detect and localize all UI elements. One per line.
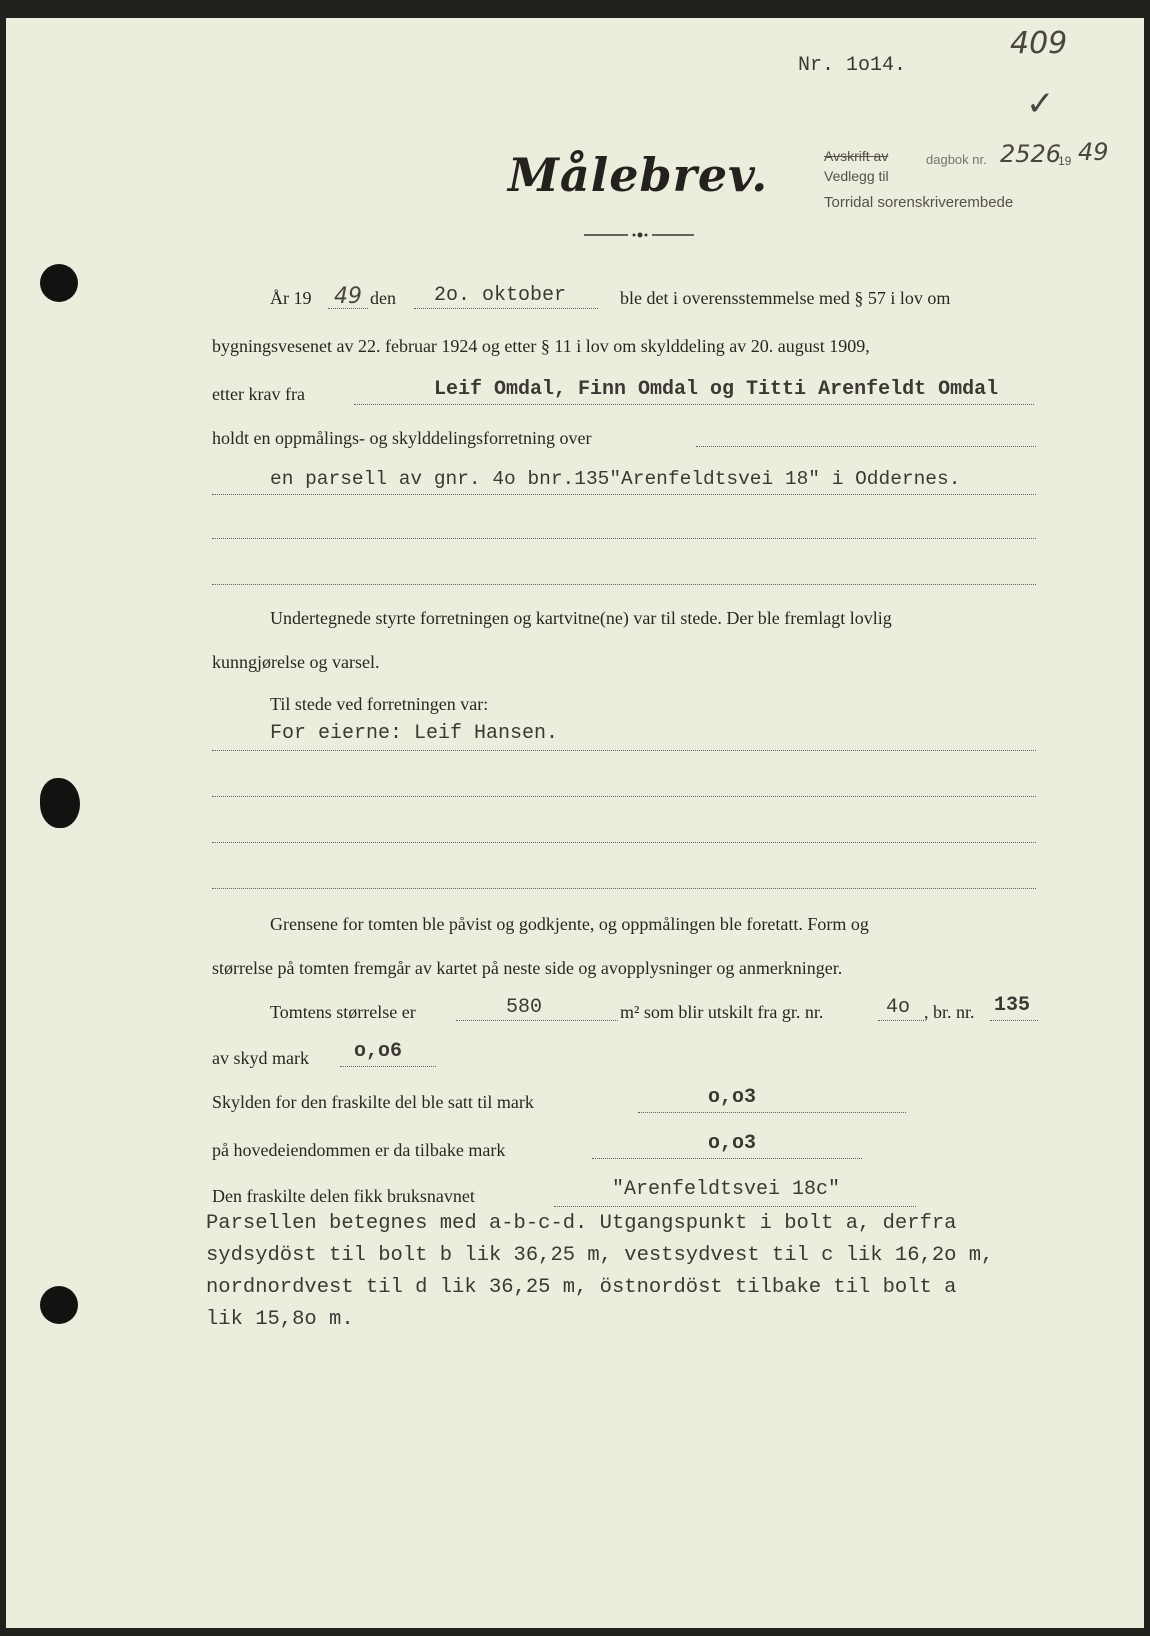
- hoved-dots: [592, 1158, 862, 1159]
- til-stede-dots: [212, 750, 1036, 751]
- fraskilt-label: Skylden for den fraskilte del ble satt til mark: [212, 1092, 534, 1112]
- over-dots: [212, 494, 1036, 495]
- para2-line1: Undertegnede styrte forretningen og kartvitne(ne) var til stede. Der ble fremlagt lovlig: [270, 608, 892, 628]
- krav-dots: [354, 404, 1034, 405]
- gr-nr-value: 4o: [886, 996, 911, 1019]
- para3-line1: Grensene for tomten ble påvist og godkjente, og oppmålingen ble foretatt. Form og: [270, 914, 869, 934]
- para1-line2: bygningsvesenet av 22. februar 1924 og etter § 11 i lov om skylddeling av 20. august 1909,: [212, 336, 870, 356]
- blank-line-5: [212, 888, 1036, 889]
- check-mark: ✓: [1026, 84, 1055, 124]
- br-nr-value: 135: [994, 994, 1031, 1017]
- den-label: den: [370, 288, 396, 308]
- tomt-value: 580: [506, 996, 543, 1019]
- krav-value: Leif Omdal, Finn Omdal og Titti Arenfeldt Omdal: [434, 378, 999, 401]
- fraskilt-value: o,o3: [708, 1086, 757, 1109]
- tomt-label: Tomtens størrelse er: [270, 1002, 416, 1022]
- stamp-line1-dagbok: dagbok nr.: [926, 152, 987, 167]
- description-line-2: sydsydöst til bolt b lik 36,25 m, vestsydvest til c lik 16,2o m,: [206, 1244, 994, 1267]
- page-number: 409: [1010, 26, 1068, 61]
- document-number: Nr. 1o14.: [798, 54, 907, 77]
- stamp-year-print: 19: [1058, 154, 1072, 168]
- para3-line2: størrelse på tomten fremgår av kartet på neste side og avopplysninger og anmerkninger.: [212, 958, 843, 978]
- blank-line-1: [212, 538, 1036, 539]
- ar-label: År 19: [270, 288, 312, 308]
- page-title: Målebrev.: [508, 148, 769, 202]
- skyld-value: o,o6: [354, 1040, 403, 1063]
- til-stede-label: Til stede ved forretningen var:: [270, 694, 489, 714]
- blank-line-2: [212, 584, 1036, 585]
- stamp-line3: Torridal sorenskriverembede: [824, 194, 1014, 211]
- hoved-value: o,o3: [708, 1132, 757, 1155]
- hoved-label: på hovedeiendommen er da tilbake mark: [212, 1140, 506, 1160]
- para1-text1: ble det i overensstemmelse med § 57 i lov om: [620, 288, 951, 308]
- year-value: 49: [334, 284, 362, 309]
- date-value: 2o. oktober: [434, 284, 567, 307]
- document-page: [6, 18, 1144, 1628]
- skyld-label: av skyd mark: [212, 1048, 309, 1068]
- blank-line-3: [212, 796, 1036, 797]
- description-line-3: nordnordvest til d lik 36,25 m, östnordöst tilbake til bolt a: [206, 1276, 957, 1299]
- holdt-label: holdt en oppmålings- og skylddelingsforretning over: [212, 428, 592, 448]
- stamp-line2: Vedlegg til: [824, 168, 889, 184]
- over-value: en parsell av gnr. 4o bnr.135"Arenfeldtsvei 18" i Oddernes.: [270, 468, 961, 490]
- para2-line2: kunngjørelse og varsel.: [212, 652, 380, 672]
- bruksnavn-label: Den fraskilte delen fikk bruksnavnet: [212, 1186, 475, 1206]
- til-stede-value: For eierne: Leif Hansen.: [270, 722, 559, 745]
- description-line-1: Parsellen betegnes med a-b-c-d. Utgangspunkt i bolt a, derfra: [206, 1212, 957, 1235]
- date-dots: [414, 308, 598, 309]
- krav-label: etter krav fra: [212, 384, 305, 404]
- m2-label: m² som blir utskilt fra gr. nr.: [620, 1002, 824, 1022]
- punch-hole-bottom: [40, 1286, 78, 1324]
- skyld-dots: [340, 1066, 436, 1067]
- bruksnavn-dots: [554, 1206, 916, 1207]
- title-ornament: [584, 230, 694, 240]
- fraskilt-dots: [638, 1112, 906, 1113]
- stamp-year-hand: 49: [1078, 138, 1109, 166]
- stamp-dagbok-number: 2526: [1000, 140, 1062, 168]
- bruksnavn-value: "Arenfeldtsvei 18c": [612, 1178, 841, 1201]
- blank-line-4: [212, 842, 1036, 843]
- description-line-4: lik 15,8o m.: [206, 1308, 354, 1331]
- br-label: , br. nr.: [924, 1002, 975, 1022]
- tomt-dots: [456, 1020, 618, 1021]
- holdt-dots: [696, 446, 1036, 447]
- stamp-line1-print: Avskrift av: [824, 148, 889, 164]
- gr-dots: [878, 1020, 924, 1021]
- punch-hole-top: [40, 264, 78, 302]
- br-dots: [990, 1020, 1038, 1021]
- punch-hole-middle: [40, 778, 80, 828]
